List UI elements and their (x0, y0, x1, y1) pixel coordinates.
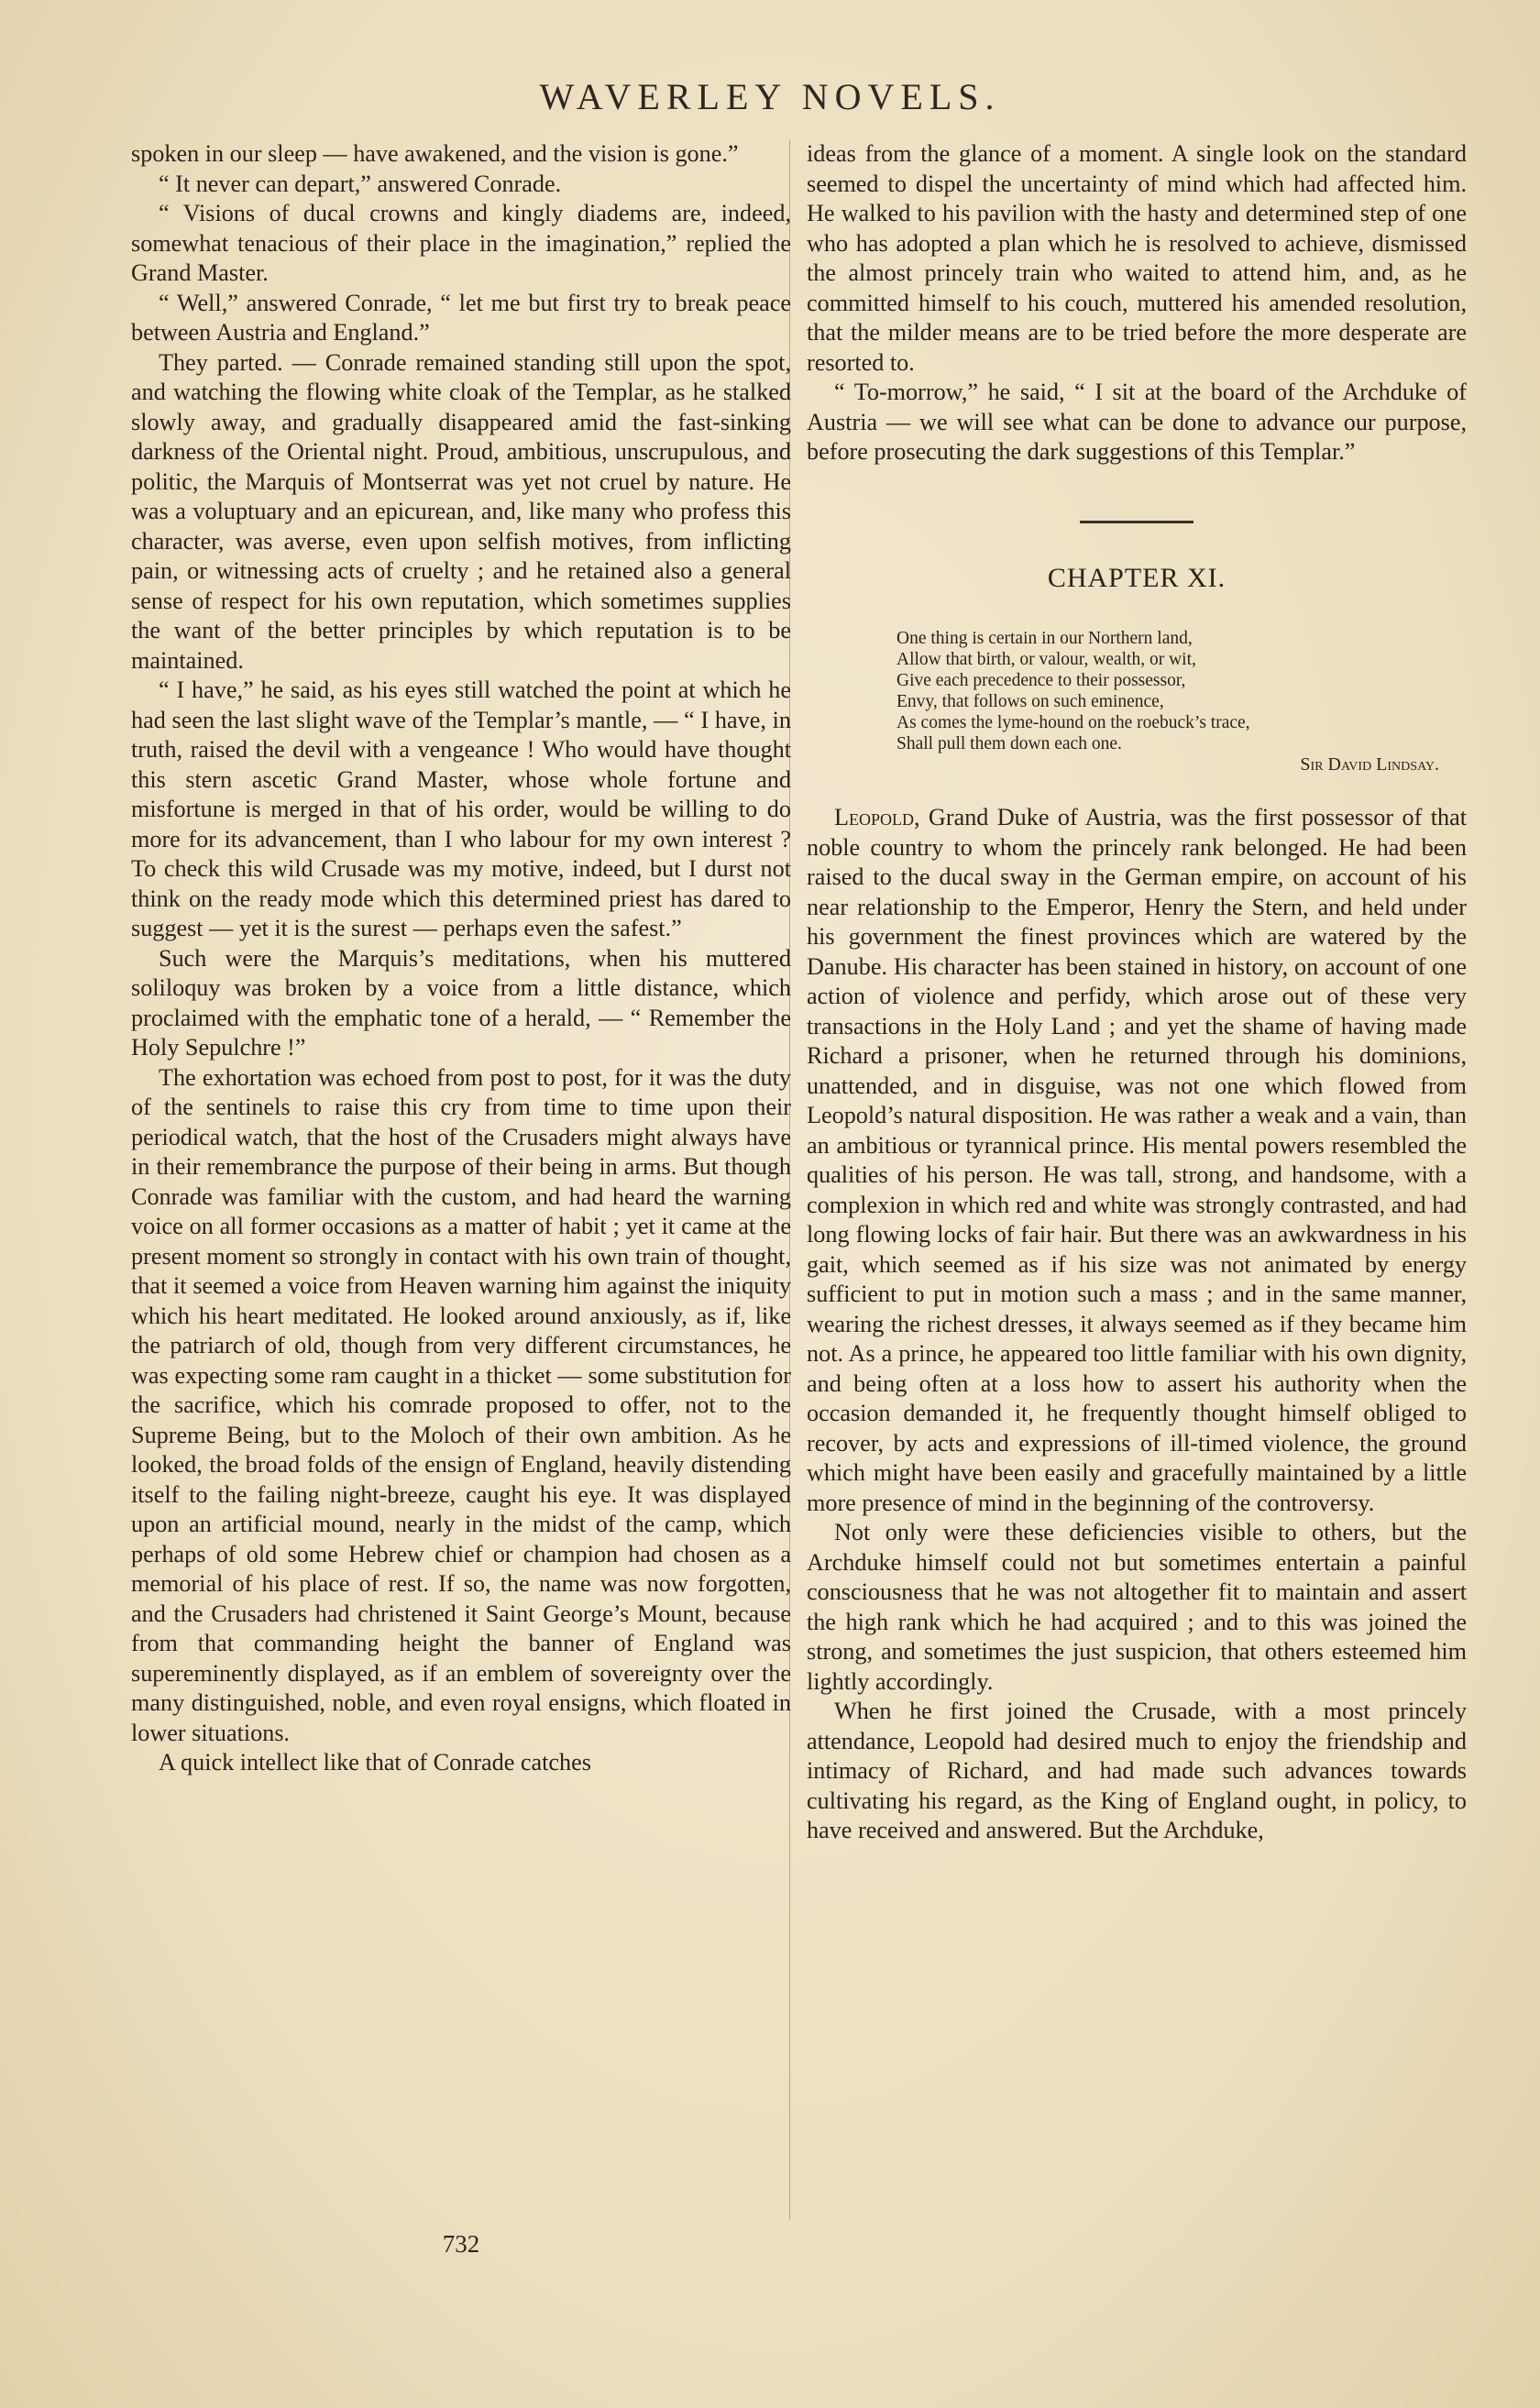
paragraph: “ I have,” he said, as his eyes still watched the point at which he had seen the last slight wave of the Templar’s mantle, — “ I have, in truth, raised the devil with a vengeance ! Who would have thought this stern ascetic Grand Master, whose whole fortune and misfortune is merged in that of his order, would be willing to do more for its advancement, than I who labour for my own interest ? To check this wild Crusade was my motive, indeed, but I durst not think on the ready mode which this determined priest has dared to suggest — yet it is the surest — perhaps even the safest.” (131, 676, 791, 941)
paragraph: When he first joined the Crusade, with a most princely attendance, Leopold had desired much to enjoy the friendship and intimacy of Richard, and had made such advances towards cultivating his regard, as the King of England ought, in policy, to have received and answered. But the Archduke, (807, 1698, 1467, 1843)
paragraph: The exhortation was echoed from post to post, for it was the duty of the sentinels to raise this cry from time to time upon their periodical watch, that the host of the Crusaders might always have in their remembrance the purpose of their being in arms. But though Conrade was familiar with the custom, and had heard the warning voice on all former occasions as a matter of habit ; yet it came at the present moment so strongly in contact with his own train of thought, that it seemed a voice from Heaven warning him against the iniquity which his heart meditated. He looked around anxiously, as if, like the patriarch of old, though from very different circumstances, he was expecting some ram caught in a thicket — some substitution for the sacrifice, which his comrade proposed to offer, not to the Supreme Being, but to the Moloch of their own ambition. As he looked, the broad folds of the ensign of England, heavily distending itself to the failing night-breeze, caught his eye. It was displayed upon an artificial mound, nearly in the midst of the camp, which perhaps of old some Hebrew chief or champion had chosen as a memorial of his place of rest. If so, the name was now forgotten, and the Crusaders had christened it Saint George’s Mount, because from that commanding height the banner of England was supereminently displayed, as if an emblem of sovereignty over the many distinguished, noble, and even royal ensigns, which floated in lower situations. (131, 1063, 791, 1746)
chapter-heading: CHAPTER XI. (1047, 562, 1226, 593)
paragraph: They parted. — Conrade remained standing still upon the spot, and watching the flowing white cloak of the Templar, as he stalked slowly away, and gradually disappeared amid the fast-sinking darkness of the Oriental night. Proud, ambitious, unscrupulous, and politic, the Marquis of Montserrat was yet not cruel by nature. He was a voluptuary and an epicurean, and, like many who profess this character, was averse, even upon selfish motives, from inflicting pain, or witnessing acts of cruelty ; and he retained also a general sense of respect for his own reputation, which sometimes supplies the want of the better principles by which reputation is to be maintained. (131, 348, 791, 674)
epigraph-line: One thing is certain in our Northern land, (896, 629, 1193, 648)
chapter-opening-paragraph (807, 803, 1467, 1518)
paragraph: “ It never can depart,” answered Conrade. (159, 170, 562, 197)
paragraph: “ To-morrow,” he said, “ I sit at the board of the Archduke of Austria — we will see what can be done to advance our purpose, before prosecuting the dark suggestions of this Templar.” (807, 379, 1467, 465)
opening-text: Grand Duke of Austria, was the first possessor of that noble country to whom the princely rank belonged. He had been raised to the ducal sway in the German empire, on account of his near relationship to the Emperor, Henry the Stern, and held under his government the finest provinces which are watered by the Danube. His character has been stained in history, on account of one action of violence and perfidy, which arose out of these very transactions in the Holy Land ; and yet the shame of having made Richard a prisoner, when he returned through his dominions, unattended, and in disguise, was not one which flowed from Leopold’s natural disposition. He was rather a weak and a vain, than an ambitious or tyrannical prince. His mental powers resembled the qualities of his person. He was tall, strong, and handsome, with a complexion in which red and white was strongly contrasted, and had long flowing locks of fair hair. But there was an awkwardness in his gait, which seemed as if his size was not animated by energy sufficient to put in motion such a mass ; and in the same manner, wearing the richest dresses, it always seemed as if they became him not. As a prince, he appeared too little familiar with his own dignity, and being often at a loss how to assert his authority when the occasion demanded it, he frequently thought himself obliged to recover, by acts and expressions of ill-timed violence, the ground which might have been easily and gracefully maintained by a little more presence of mind in the beginning of the controversy. (807, 804, 1467, 1516)
paragraph: Not only were these deficiencies visible to others, but the Archduke himself could not but sometimes entertain a painful consciousness that he was not altogether fit to maintain and assert the high rank which he had acquired ; and to this was joined the strong, and sometimes the just suspicion, that others esteemed him lightly accordingly. (807, 1519, 1467, 1695)
paragraph: “ Well,” answered Conrade, “ let me but first try to break peace between Austria and England.” (131, 289, 791, 346)
paragraph: ideas from the glance of a moment. A single look on the standard seemed to dispel the uncertainty of mind which had affected him. He walked to his pavilion with the hasty and determined step of one who has adopted a plan which he is resolved to achieve, dismissed the almost princely train who waited to attend him, and, as he committed himself to his couch, muttered his amended resolution, that the milder means are to be tried before the more desperate are resorted to. (807, 140, 1467, 376)
epigraph-line: Shall pull them down each one. (896, 734, 1122, 753)
epigraph-line: As comes the lyme-hound on the roebuck’s trace, (896, 713, 1250, 732)
page-number: 732 (442, 2230, 480, 2258)
epigraph-line: Envy, that follows on such eminence, (896, 692, 1164, 711)
paragraph: Such were the Marquis’s meditations, when his muttered soliloquy was broken by a voice from a little distance, which proclaimed with the emphatic tone of a herald, — “ Remember the Holy Sepulchre !” (131, 944, 791, 1061)
section-rule (1080, 521, 1194, 523)
epigraph (896, 628, 1467, 775)
epigraph-line: Allow that birth, or valour, wealth, or wit, (896, 650, 1196, 669)
right-column (807, 139, 1467, 1846)
running-title: WAVERLEY NOVELS. (539, 76, 1001, 117)
epigraph-line: Give each precedence to their possessor, (896, 671, 1186, 690)
paragraph: “ Visions of ducal crowns and kingly diadems are, indeed, somewhat tenacious of their place in the imagination,” replied the Grand Master. (131, 200, 791, 286)
epigraph-attribution: Sir David Lindsay. (1300, 754, 1439, 775)
left-column (131, 139, 791, 1778)
paragraph: spoken in our sleep — have awakened, and the vision is gone.” (131, 140, 739, 167)
paragraph: A quick intellect like that of Conrade catches (159, 1749, 591, 1776)
opening-name: Leopold, (834, 804, 920, 830)
